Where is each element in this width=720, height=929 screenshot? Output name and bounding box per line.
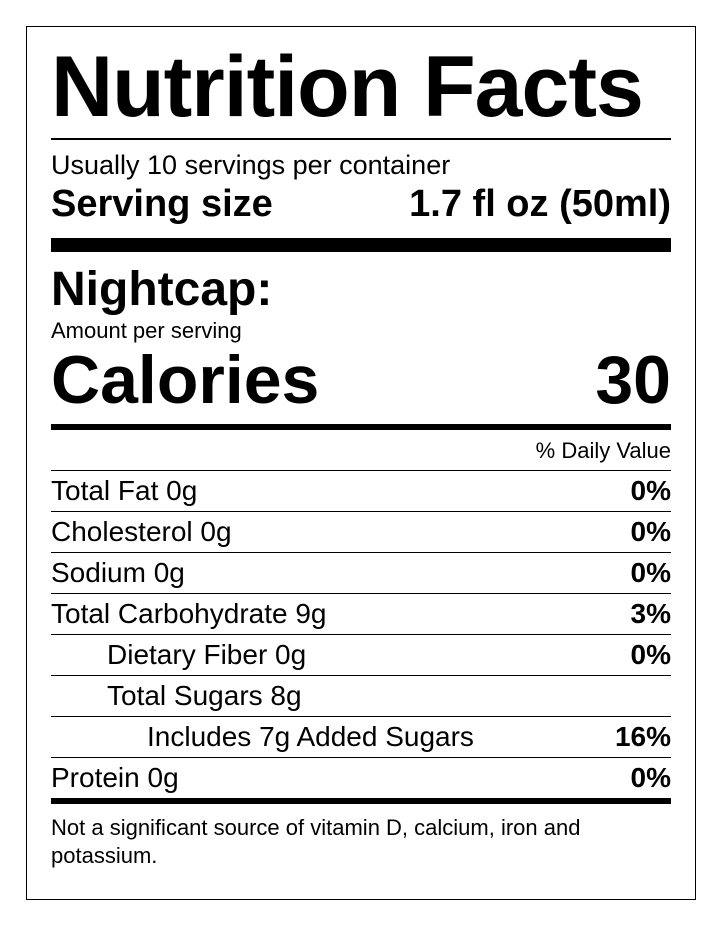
nutrient-name: Total Carbohydrate 9g [51, 598, 327, 629]
serving-size-label: Serving size [51, 183, 273, 225]
title-divider [51, 138, 671, 140]
nutrient-daily-value: 0% [630, 762, 671, 793]
nutrient-daily-value: 0% [630, 639, 671, 670]
servings-per-container: Usually 10 servings per container [51, 150, 451, 180]
nutrition-facts-panel [26, 26, 696, 900]
nutrient-row-cholesterol [51, 511, 671, 552]
nutrient-daily-value: 3% [630, 598, 671, 629]
footnote: Not a significant source of vitamin D, calcium, iron and potassium. [51, 815, 581, 868]
nutrient-row-total-sugars [51, 675, 671, 716]
nutrient-daily-value: 0% [630, 475, 671, 506]
nutrient-daily-value: 0% [630, 557, 671, 588]
nutrient-row-total-carbohydrate [51, 593, 671, 634]
amount-per-serving: Amount per serving [51, 318, 242, 343]
calories-row [51, 342, 671, 418]
nutrient-name: Sodium 0g [51, 557, 185, 588]
nutrient-name: Total Sugars 8g [107, 680, 302, 711]
nutrient-row-protein [51, 757, 671, 798]
nutrient-name: Protein 0g [51, 762, 179, 793]
nutrient-row-dietary-fiber [51, 634, 671, 675]
daily-value-header: % Daily Value [535, 438, 671, 463]
nutrient-row-sodium [51, 552, 671, 593]
nutrient-name: Dietary Fiber 0g [107, 639, 307, 670]
label-title: Nutrition Facts [51, 39, 643, 135]
nutrient-name: Total Fat 0g [51, 475, 198, 506]
product-name: Nightcap: [51, 263, 273, 316]
nutrient-row-added-sugars [51, 716, 671, 757]
serving-size-value: 1.7 fl oz (50ml) [409, 183, 671, 225]
calories-value: 30 [595, 342, 671, 418]
nutrient-name: Cholesterol 0g [51, 516, 232, 547]
thick-divider [51, 238, 671, 252]
footer-divider [51, 798, 671, 804]
nutrient-name: Includes 7g Added Sugars [147, 721, 474, 752]
serving-size-row [51, 185, 671, 223]
nutrient-daily-value: 0% [630, 516, 671, 547]
nutrient-daily-value: 16% [614, 721, 671, 752]
calories-label: Calories [51, 342, 320, 418]
nutrient-row-total-fat [51, 470, 671, 511]
